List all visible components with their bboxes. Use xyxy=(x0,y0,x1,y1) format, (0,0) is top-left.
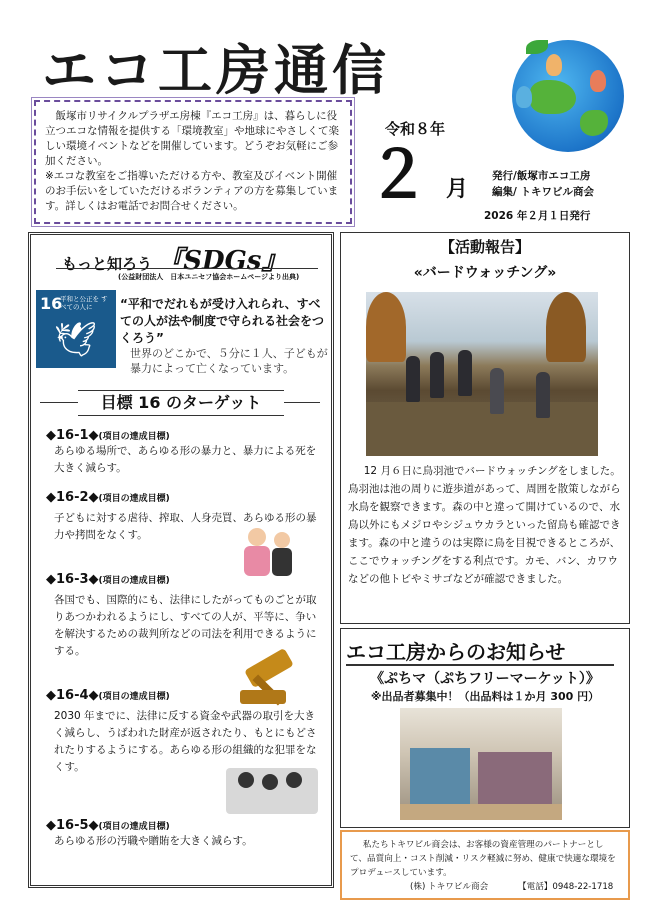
flea-market-photo xyxy=(400,708,562,820)
target-body: 子どもに対する虐待、搾取、人身売買、あらゆる形の暴力や拷問をなくす。 xyxy=(54,512,317,541)
editor: 編集/ トキワビル商会 xyxy=(492,186,594,198)
sponsor-text: 私たちトキワビル商会は、お客様の資産管理のパートナーとして、品質向上・コスト削減・リスク軽減に努め、健康で快適な環境をプロデュースしています。 xyxy=(350,840,616,878)
sponsor-company: (株) トキワビル商会 xyxy=(410,882,489,892)
gavel-icon xyxy=(240,690,286,704)
target-body: あらゆる形の汚職や贈賄を大きく減らす。 xyxy=(54,835,253,847)
target-tag: (項目の達成目標) xyxy=(98,494,170,504)
goal-icon-name: 平和と公正を すべての人に xyxy=(60,295,108,311)
publisher: 発行/飯塚市エコ工房 xyxy=(492,170,591,182)
intro-text: 飯塚市リサイクルプラザエ房棟『エコ工房』は、暮らしに役立つエコな情報を提供する「環境教室」や地球にやさしくて楽しい環境イベントなどを開催しています。どうぞお気軽にご参加ください。 xyxy=(45,110,339,167)
caregiver-icon xyxy=(272,548,292,576)
criminal-figure-icon xyxy=(238,772,254,788)
target-tag: (項目の達成目標) xyxy=(98,692,170,702)
goal-note: 世界のどこかで、５分に１人、子どもが暴力によって亡くなっています。 xyxy=(130,347,328,375)
intro-volunteer-note: ※エコな教室をご指導いただける方や、教室及びイベント開催のお手伝いをしていただけるボランティアの方を募集しています。詳しくはお電話でお問合せください。 xyxy=(45,170,339,212)
publisher-info xyxy=(492,168,594,200)
activity-title: 【活動報告】 xyxy=(439,238,530,256)
target-item xyxy=(46,428,326,477)
target-tag: (項目の達成目標) xyxy=(98,576,170,586)
clothes-rack-shape xyxy=(478,752,552,808)
divider xyxy=(346,664,614,666)
sponsor-box xyxy=(340,830,630,900)
caregiver-icon xyxy=(274,532,290,548)
target-id: ◆16-4◆ xyxy=(46,688,99,703)
person-figure xyxy=(490,368,504,414)
target-item xyxy=(46,572,246,587)
elderly-person-icon xyxy=(244,546,270,576)
floor-shape xyxy=(400,804,562,820)
news-note: ※出品者募集中！（出品料は１か月 300 円） xyxy=(370,690,600,703)
elderly-person-icon xyxy=(248,528,266,546)
goal-number: 16 xyxy=(40,294,63,313)
clothes-rack-shape xyxy=(410,748,470,808)
target-id: ◆16-2◆ xyxy=(46,490,99,505)
source-citation: (公益財団法人 日本ユニセフ協会ホームページより出典) xyxy=(118,273,300,281)
target-id: ◆16-5◆ xyxy=(46,818,99,833)
birdwatching-photo xyxy=(366,292,598,456)
divider xyxy=(56,268,318,269)
activity-subtitle: «バードウォッチング» xyxy=(413,265,557,281)
intro-box xyxy=(34,100,352,224)
tree-shape xyxy=(546,292,586,362)
person-figure xyxy=(458,350,472,396)
dove-icon: 🕊 xyxy=(54,320,98,360)
sponsor-phone: 【電話】0948-22-1718 xyxy=(518,882,614,892)
news-title: エコ工房からのお知らせ xyxy=(346,640,566,664)
target-body: あらゆる場所で、あらゆる形の暴力と、暴力による死を大きく減らす。 xyxy=(54,445,317,474)
target-item xyxy=(46,688,246,703)
target-tag: (項目の達成目標) xyxy=(98,822,170,832)
issue-date: 2026 年２月１日発行 xyxy=(484,210,591,222)
target-body: 各国でも、国際的にも、法律にしたがってものごとが取りあつかわれるようにし、すべての人が、平等に、争いを解決するための裁判所などの司法を利用できるようにする。 xyxy=(54,594,317,657)
sdgs-heading-big: 『SDGs』 xyxy=(157,246,288,276)
globe-land-shape xyxy=(530,80,576,114)
era-label: 令和８年 xyxy=(385,120,446,138)
person-figure xyxy=(430,352,444,398)
criminal-figure-icon xyxy=(286,772,302,788)
target-item xyxy=(46,818,326,850)
month-number: ２ xyxy=(366,139,430,213)
month-label: 月 xyxy=(446,177,469,202)
goal-quote: “平和でだれもが受け入れられ、すべての人が法や制度で守られる社会をつくろう” xyxy=(120,297,325,345)
tree-shape xyxy=(366,292,406,362)
sdgs-heading-small: もっと知ろう xyxy=(62,255,153,273)
child-figure-icon xyxy=(546,54,562,76)
target-tag: (項目の達成目標) xyxy=(98,432,170,442)
target-id: ◆16-1◆ xyxy=(46,428,99,443)
target-id: ◆16-3◆ xyxy=(46,572,99,587)
activity-body: 12 月６日に鳥羽池でバードウォッチングをしました。鳥羽池は池の周りに遊歩道があって、周囲を散策しながら水鳥を観察できます。森の中と違って開けているので、水鳥以外にもメジロやシジュウカラといった留鳥も確認できます。森の中と違うのは実際に鳥を目視できるところが、ここでウォッチングをする利点です。カモ、バン、カワウなどの他トビやミサゴなどが確認できました。 xyxy=(348,465,621,585)
child-figure-icon xyxy=(590,70,606,92)
target-body: 2030 年までに、法律に反する資金や武器の取引を大きく減らし、うばわれた財産が返されたり、もとにもどされたりするようにする。あらゆる形の組織的な犯罪をなくす。 xyxy=(54,710,317,773)
person-figure xyxy=(406,356,420,402)
target-banner: 目標 16 のターゲット xyxy=(78,390,284,416)
newsletter-title: エコ工房通信 xyxy=(42,39,390,102)
person-figure xyxy=(536,372,550,418)
target-item xyxy=(46,490,246,505)
news-subtitle: 《ぷちマ（ぷちフリーマーケット）》 xyxy=(370,671,600,687)
ground-shape xyxy=(366,402,598,456)
criminal-figure-icon xyxy=(262,774,278,790)
child-figure-icon xyxy=(516,86,532,108)
